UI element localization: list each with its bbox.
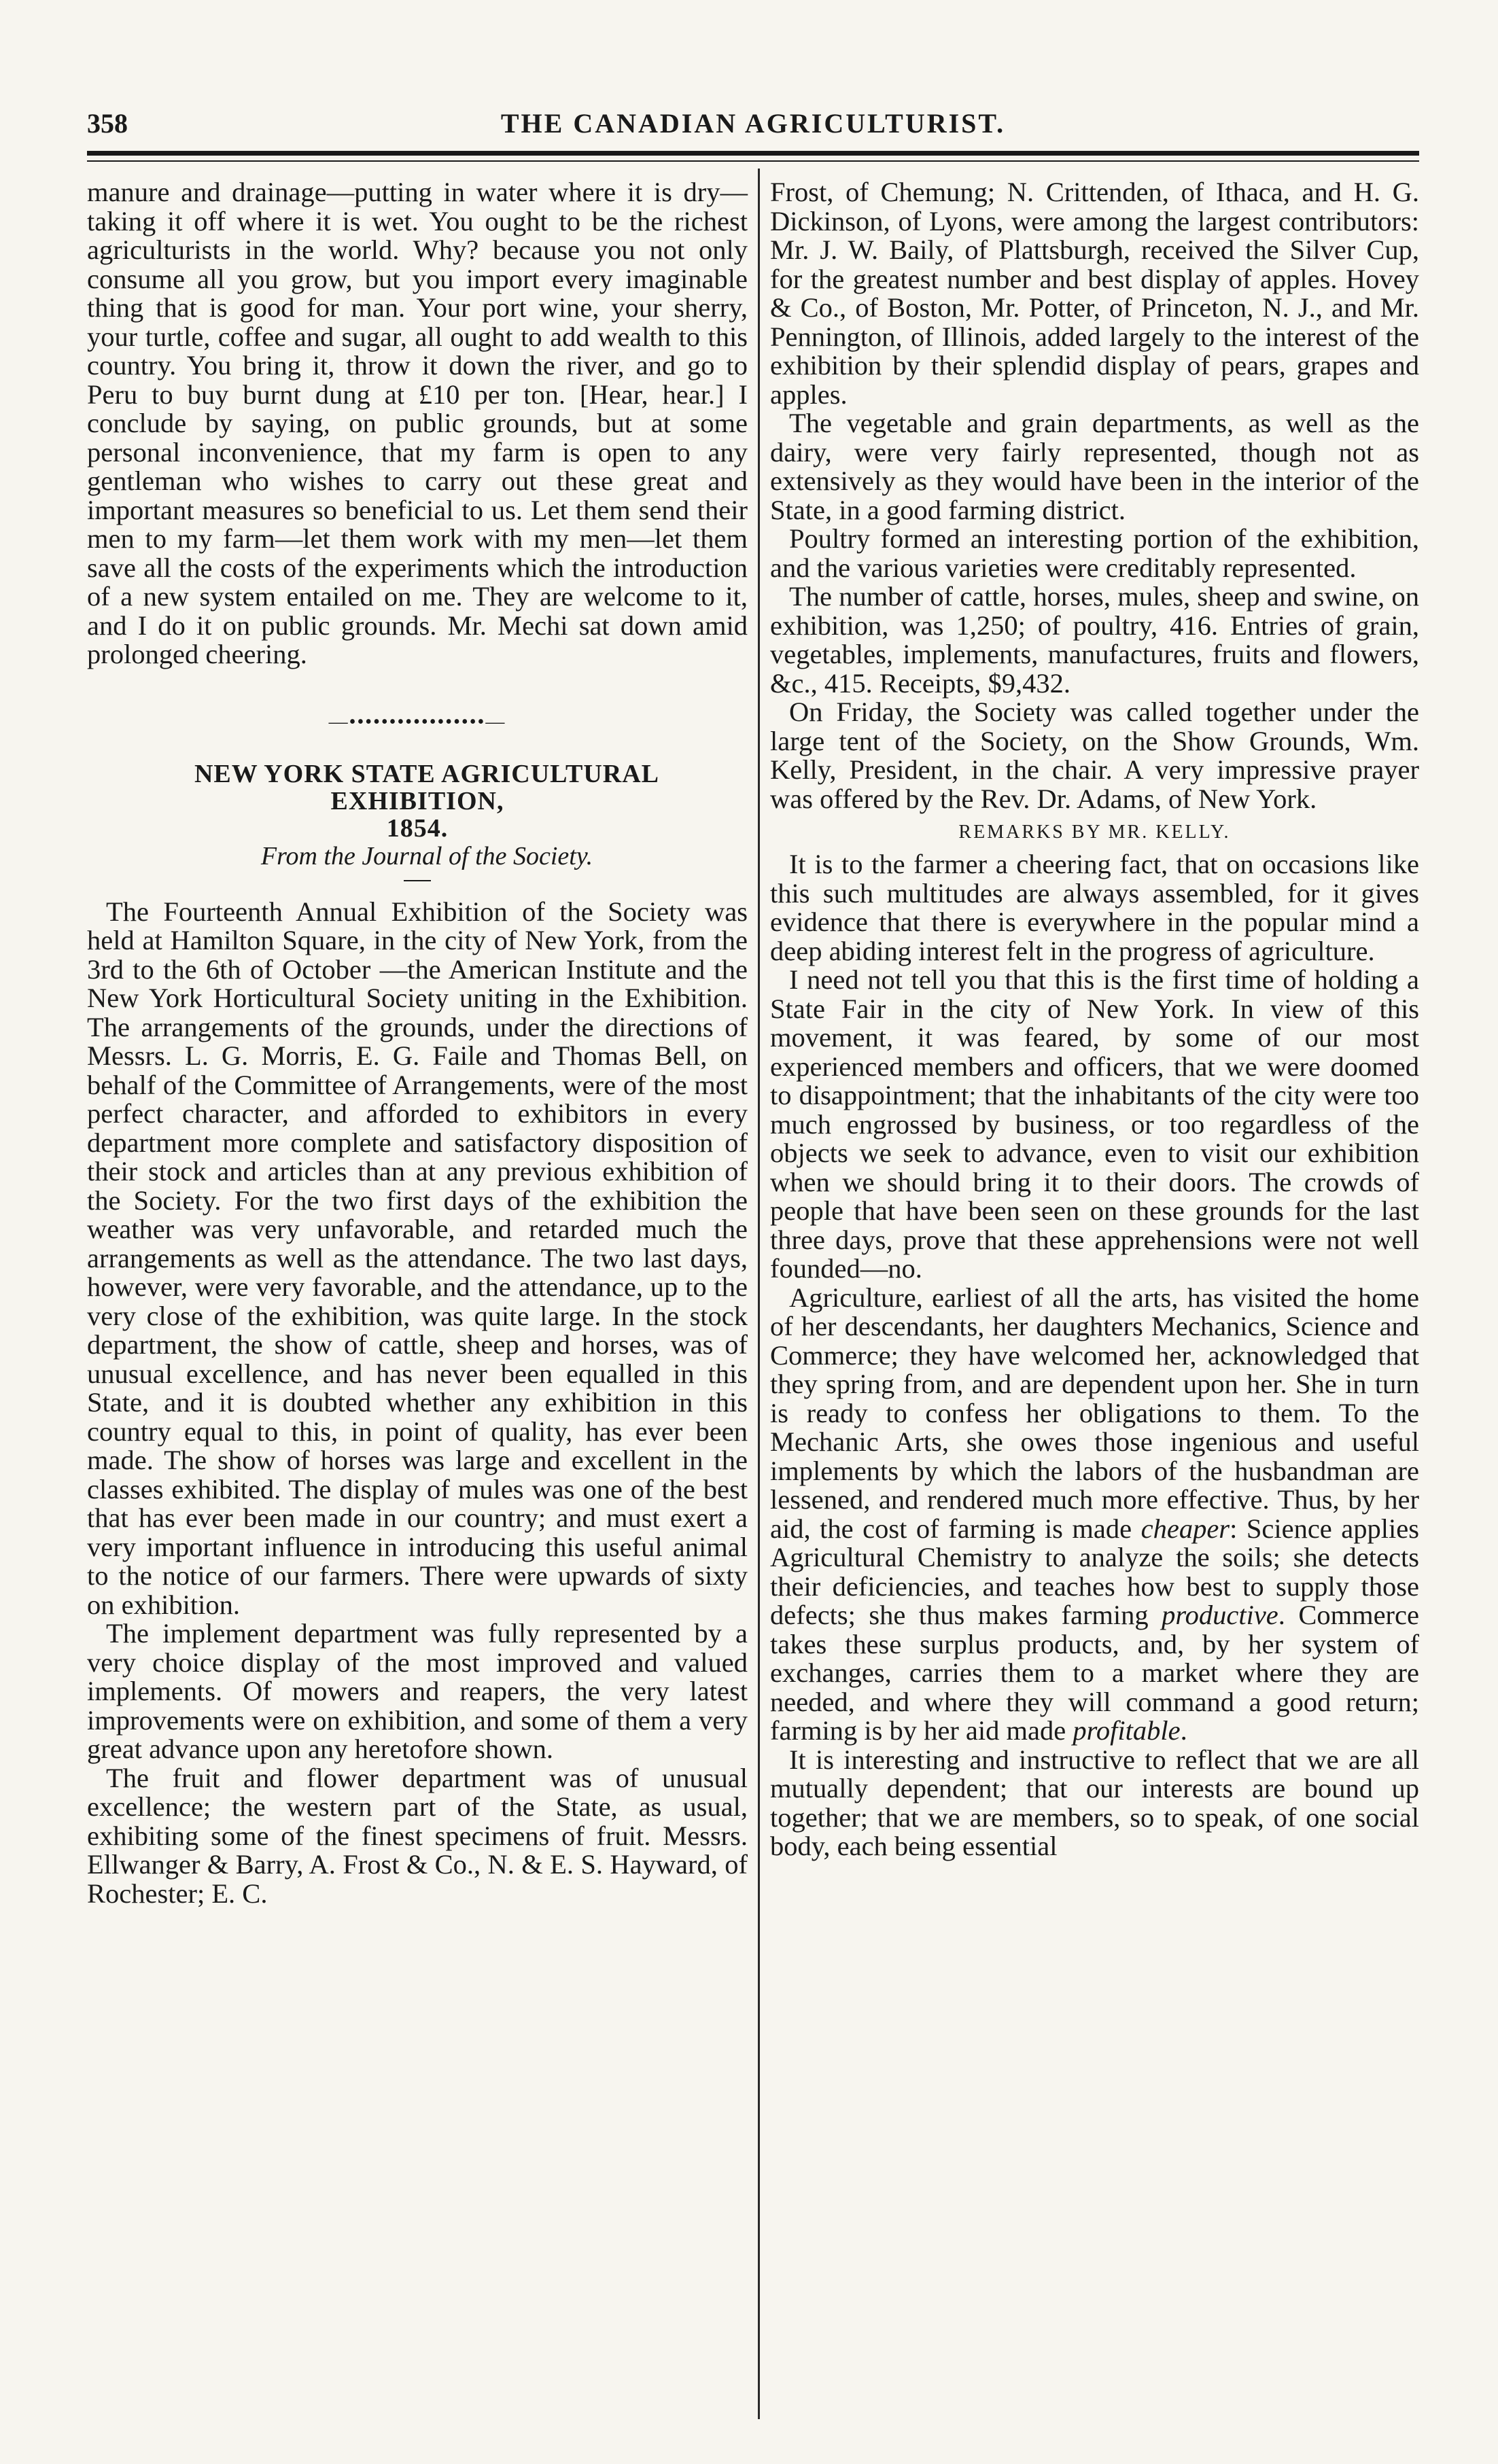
paragraph: On Friday, the Society was called together under the large tent of the Society, on the Show Grounds, Wm. Kelly, President, in the chair. A very impressive prayer was offered by the Rev. Dr. Adams, of New York. <box>770 697 1419 814</box>
section-subhead: REMARKS BY MR. KELLY. <box>958 822 1231 843</box>
article-title-line: NEW YORK STATE AGRICULTURAL EXHIBITION, <box>194 759 660 815</box>
text-run: . <box>1180 1715 1187 1746</box>
right-column <box>770 178 1419 1861</box>
article-subtitle: From the Journal of the Society. <box>260 841 593 870</box>
page-number: 358 <box>87 108 128 139</box>
paragraph: Poultry formed an interesting portion of the exhibition, and the various varieties were creditably represented. <box>770 523 1419 583</box>
paragraph: The fruit and flower department was of unusual excellence; the western part of the State, as usual, exhibiting some of the finest specimens of fruit. Messrs. Ellwanger & Barry, A. Frost & Co., N. & E. S. Hayward, of Rochester; E. C. <box>87 1762 748 1909</box>
paragraph: manure and drainage—putting in water where it is dry—taking it off where it is wet. You ought to be the richest agriculturists in the world. Why? because you not only consume all you grow, but you import every imaginable thing that is good for man. Your port wine, your sherry, your turtle, coffee and sugar, all ought to add wealth to this country. You bring it, throw it down the river, and go to Peru to buy burnt dung at £10 per ton. [Hear, hear.] I conclude by saying, on public grounds, but at some personal inconvenience, that my farm is open to any gentleman who wishes to carry out these great and important measures so beneficial to us. Let them send their men to my farm—let them work with my men—let them save all the costs of the experiments which the introduction of a new system entailed on me. They are welcome to it, and I do it on public grounds. Mr. Mechi sat down amid prolonged cheering. <box>87 177 748 669</box>
paragraph: I need not tell you that this is the first time of holding a State Fair in the city of New York. In view of this movement, it was feared, by some of our most experienced members and officers, that we were doomed to disappointment; that the inhabitants of the city were too much engrossed by business, or too regardless of the objects we seek to advance, even to visit our exhibition when we should bring it to their doors. The crowds of people that have been seen on these grounds for the last three days, prove that these apprehensions were not well founded—no. <box>770 964 1419 1284</box>
paragraph: Frost, of Chemung; N. Crittenden, of Ithaca, and H. G. Dickinson, of Lyons, were among the largest contributors: Mr. J. W. Baily, of Plattsburgh, received the Silver Cup, for the greatest number and best display of apples. Hovey & Co., of Boston, Mr. Potter, of Princeton, N. J., and Mr. Pennington, of Illinois, added largely to the interest of the exhibition by their splendid display of pears, grapes and apples. <box>770 177 1419 410</box>
header-rule-thick <box>87 151 1419 156</box>
paragraph: The number of cattle, horses, mules, sheep and swine, on exhibition, was 1,250; of poultry, 416. Entries of grain, vegetables, implements, manufactures, fruits and flowers, &c., 415. Receipts, $9,432. <box>770 581 1419 699</box>
text-run: : Science applies Agricultural Chemistry to analyze the soils; she detects their deficiencies, and teaches how best to supply those defects; she thus makes farming <box>770 1513 1420 1630</box>
paragraph: The Fourteenth Annual Exhibition of the Society was held at Hamilton Square, in the city of New York, from the 3rd to the 6th of October —the American Institute and the New York Horticultural Society uniting in the Exhibition. The arrangements of the grounds, under the directions of Messrs. L. G. Morris, E. G. Faile and Thomas Bell, on behalf of the Committee of Arrangements, were of the most perfect character, and afforded to exhibitors in every department more complete and satisfactory disposition of their stock and articles than at any previous exhibition of the Society. For the two first days of the exhibition the weather was very unfavorable, and retarded much the arrangements as well as the attendance. The two last days, however, were very favorable, and the attendance, up to the very close of the exhibition, was quite large. In the stock department, the show of cattle, sheep and horses, was of unusual excellence, and has never been equalled in this State, and it is doubted whether any exhibition in this country equal to this, in point of quality, has ever been made. The show of horses was large and excellent in the classes exhibited. The display of mules was one of the best that has ever been made in our country; and must exert a very important influence in introducing this useful animal to the notice of our farmers. There were upwards of sixty on exhibition. <box>87 896 748 1620</box>
emphasis-profitable: profitable <box>1073 1715 1181 1746</box>
header-rule-thin <box>87 160 1419 162</box>
text-run: . Commerce takes these surplus products, and, by her system of exchanges, carries them to a market where they are needed, and where they will command a good return; farming is by her aid made <box>770 1600 1419 1746</box>
page-header <box>87 102 1419 149</box>
text-run: Agriculture, earliest of all the arts, has visited the home of her descendants, her daughters Mechanics, Science and Commerce; they have welcomed her, acknowledged that they spring from, and are dependent upon her. She in turn is ready to confess her obligations to them. To the Mechanic Arts, she owes those ingenious and useful implements by which the labors of the husbandman are lessened, and rendered much more effective. Thus, by her aid, the cost of farming is made <box>770 1282 1419 1544</box>
paragraph: The vegetable and grain departments, as well as the dairy, were very fairly represented, though not as extensively as they would have been in the interior of the State, in a good farming district. <box>770 408 1419 525</box>
short-rule <box>404 880 431 881</box>
column-divider <box>758 169 760 2419</box>
running-head: THE CANADIAN AGRICULTURIST. <box>500 108 1006 139</box>
emphasis-cheaper: cheaper <box>1140 1513 1230 1544</box>
left-column <box>87 178 748 1908</box>
paragraph: It is to the farmer a cheering fact, that on occasions like this such multitudes are always assembled, for it gives evidence that there is everywhere in the popular mind a deep abiding interest felt in the progress of agriculture. <box>770 849 1419 966</box>
article-title <box>87 760 748 842</box>
paragraph: The implement department was fully represented by a very choice display of the most improved and valued implements. Of mowers and reapers, the very latest improvements were on exhibition, and some of them a very great advance upon any heretofore shown. <box>87 1618 748 1764</box>
paragraph: It is interesting and instructive to reflect that we are all mutually dependent; that our interests are bound up together; that we are members, so to speak, of one social body, each being essential <box>770 1744 1419 1861</box>
paragraph <box>770 1284 1419 1746</box>
article-title-year: 1854. <box>386 813 449 843</box>
ornament-divider: —•••••••••••••••••— <box>328 711 506 733</box>
emphasis-productive: productive <box>1162 1600 1278 1630</box>
